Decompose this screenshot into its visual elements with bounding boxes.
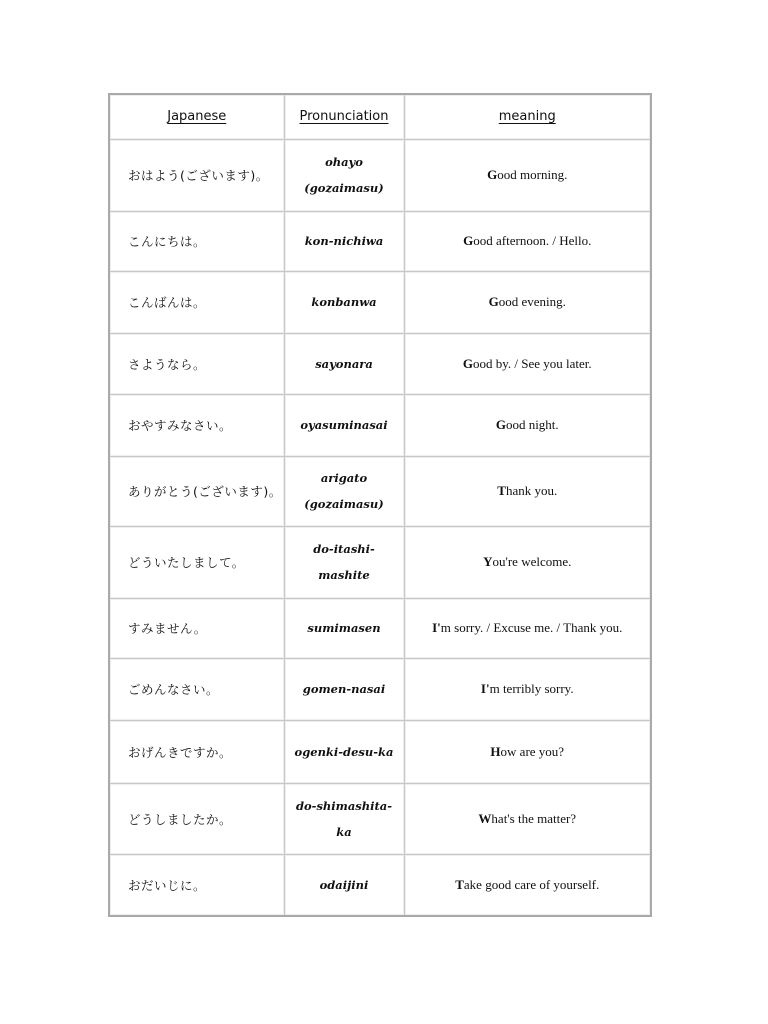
japanese-cell: すみません。 — [109, 598, 284, 658]
table-row — [109, 456, 651, 526]
meaning-cell: How are you? — [404, 720, 651, 783]
meaning-cell: Good morning. — [404, 139, 651, 211]
phrase-table — [108, 93, 652, 917]
table-row — [109, 139, 651, 211]
japanese-cell: こんにちは。 — [109, 211, 284, 271]
pronunciation-cell: sumimasen — [284, 598, 404, 658]
pronunciation-cell: do-itashi-mashite — [284, 526, 404, 598]
meaning-cell: I'm sorry. / Excuse me. / Thank you. — [404, 598, 651, 658]
table-row — [109, 333, 651, 394]
meaning-cell: You're welcome. — [404, 526, 651, 598]
meaning-cell: Good night. — [404, 394, 651, 456]
header-pronunciation: Pronunciation — [284, 94, 404, 139]
pronunciation-cell: konbanwa — [284, 271, 404, 333]
meaning-cell: Good afternoon. / Hello. — [404, 211, 651, 271]
meaning-cell: What's the matter? — [404, 783, 651, 854]
pronunciation-cell: odaijini — [284, 854, 404, 916]
meaning-cell: I'm terribly sorry. — [404, 658, 651, 720]
japanese-cell: おげんきですか。 — [109, 720, 284, 783]
table-row — [109, 394, 651, 456]
header-meaning: meaning — [404, 94, 651, 139]
pronunciation-cell: sayonara — [284, 333, 404, 394]
meaning-cell: Take good care of yourself. — [404, 854, 651, 916]
pronunciation-cell: gomen-nasai — [284, 658, 404, 720]
japanese-cell: ごめんなさい。 — [109, 658, 284, 720]
pronunciation-cell: oyasuminasai — [284, 394, 404, 456]
japanese-cell: おはよう(ございます)。 — [109, 139, 284, 211]
table-row — [109, 854, 651, 916]
japanese-cell: ありがとう(ございます)。 — [109, 456, 284, 526]
table-row — [109, 271, 651, 333]
table-row — [109, 526, 651, 598]
meaning-cell: Thank you. — [404, 456, 651, 526]
japanese-cell: さようなら。 — [109, 333, 284, 394]
header-japanese: Japanese — [109, 94, 284, 139]
japanese-cell: おだいじに。 — [109, 854, 284, 916]
pronunciation-cell: ohayo (gozaimasu) — [284, 139, 404, 211]
japanese-cell: どういたしまして。 — [109, 526, 284, 598]
pronunciation-cell: kon-nichiwa — [284, 211, 404, 271]
meaning-cell: Good evening. — [404, 271, 651, 333]
japanese-cell: どうしましたか。 — [109, 783, 284, 854]
japanese-cell: こんばんは。 — [109, 271, 284, 333]
table-row — [109, 658, 651, 720]
table-row — [109, 720, 651, 783]
table-header-row — [109, 94, 651, 139]
pronunciation-cell: arigato (gozaimasu) — [284, 456, 404, 526]
table-row — [109, 211, 651, 271]
pronunciation-cell: do-shimashita-ka — [284, 783, 404, 854]
japanese-cell: おやすみなさい。 — [109, 394, 284, 456]
meaning-cell: Good by. / See you later. — [404, 333, 651, 394]
table-row — [109, 598, 651, 658]
pronunciation-cell: ogenki-desu-ka — [284, 720, 404, 783]
table-row — [109, 783, 651, 854]
